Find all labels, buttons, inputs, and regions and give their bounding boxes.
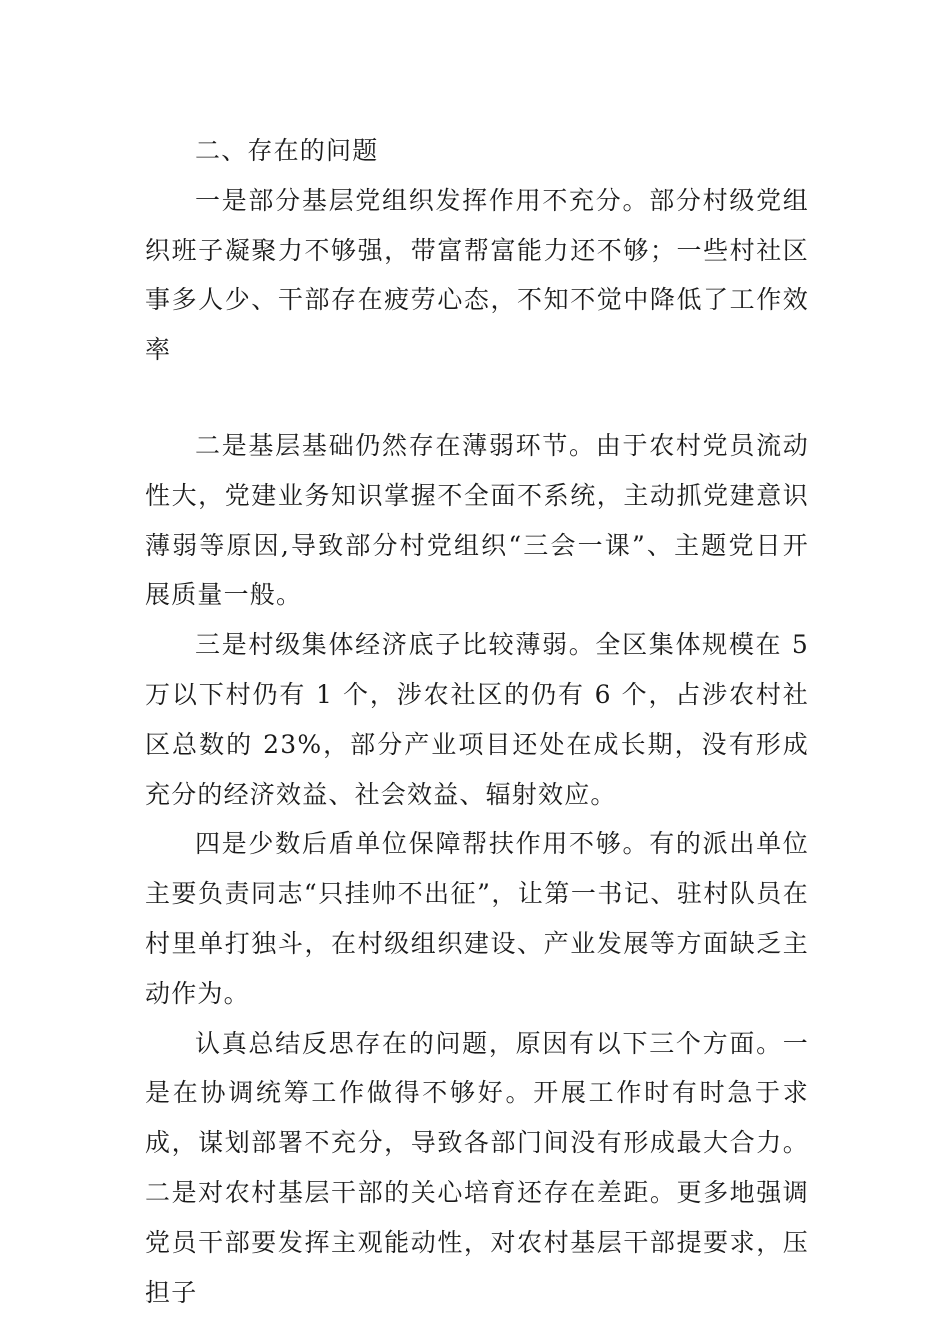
- document-body: [145, 126, 809, 1317]
- paragraph-reasons: 认真总结反思存在的问题，原因有以下三个方面。一是在协调统筹工作做得不够好。开展工作时有时急于求成，谋划部署不充分，导致各部门间没有形成最大合力。二是对农村基层干部的关心培育还存在差距。更多地强调党员干部要发挥主观能动性，对农村基层干部提要求，压担子: [145, 1028, 809, 1307]
- paragraph-problem-3: 三是村级集体经济底子比较薄弱。全区集体规模在 5 万以下村仍有 1 个，涉农社区的仍有 6 个，占涉农村社区总数的 23%，部分产业项目还处在成长期，没有形成充分的经济效益、社会效益、辐射效应。: [145, 630, 809, 809]
- paragraph-problem-2: 二是基层基础仍然存在薄弱环节。由于农村党员流动性大，党建业务知识掌握不全面不系统，主动抓党建意识薄弱等原因,导致部分村党组织“三会一课”、主题党日开展质量一般。: [145, 430, 809, 610]
- section-heading: 二、存在的问题: [195, 136, 379, 165]
- paragraph-problem-1: 一是部分基层党组织发挥作用不充分。部分村级党组织班子凝聚力不够强，带富帮富能力还不够；一些村社区事多人少、干部存在疲劳心态，不知不觉中降低了工作效率: [145, 185, 809, 365]
- paragraph-problem-4: 四是少数后盾单位保障帮扶作用不够。有的派出单位主要负责同志“只挂帅不出征”，让第一书记、驻村队员在村里单打独斗，在村级组织建设、产业发展等方面缺乏主动作为。: [145, 829, 809, 1008]
